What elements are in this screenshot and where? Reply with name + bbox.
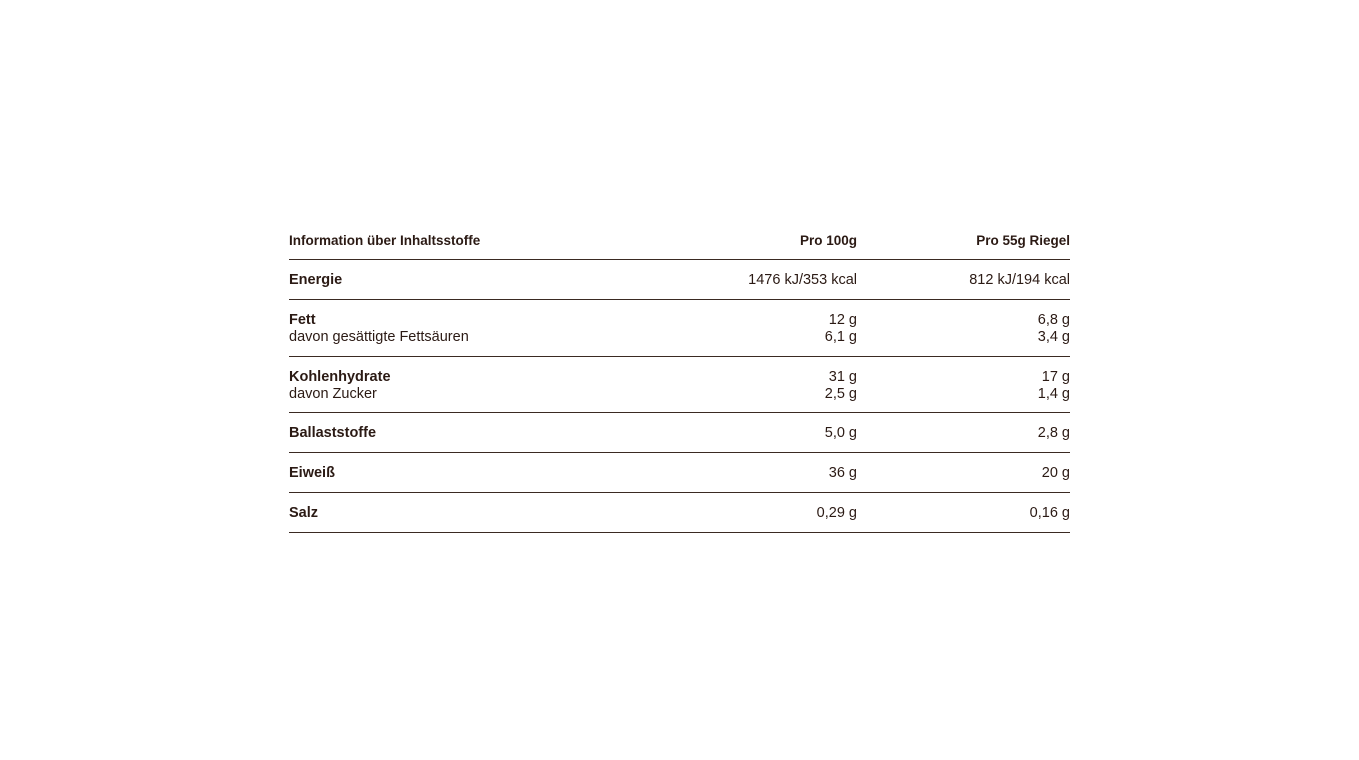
row-value-per-100g: 12 g (828, 312, 857, 328)
row-value-per-bar: 812 kJ/194 kcal (969, 272, 1070, 288)
row-label: Fett (289, 312, 316, 328)
row-sub-label: davon Zucker (289, 386, 377, 402)
row-value-per-bar: 17 g (1041, 369, 1070, 385)
row-value-per-bar: 6,8 g (1037, 312, 1070, 328)
header-per-bar: Pro 55g Riegel (976, 233, 1070, 248)
row-sub-value-per-bar: 1,4 g (1037, 386, 1070, 402)
row-value-per-bar: 20 g (1041, 465, 1070, 481)
row-sub-value-per-bar: 3,4 g (1037, 329, 1070, 345)
header-per-100g: Pro 100g (799, 233, 857, 248)
table-row-fett (289, 300, 1070, 357)
row-sub-label: davon gesättigte Fettsäuren (289, 329, 469, 345)
row-value-per-100g: 0,29 g (816, 505, 857, 521)
row-label: Ballaststoffe (289, 425, 377, 441)
row-value-per-bar: 0,16 g (1029, 505, 1070, 521)
row-label: Energie (289, 272, 343, 288)
header-ingredients: Information über Inhaltsstoffe (289, 233, 481, 248)
table-row-kohlenhydrate (289, 357, 1070, 413)
table-header-row (289, 223, 1070, 260)
row-label: Kohlenhydrate (289, 369, 391, 385)
row-value-per-100g: 36 g (828, 465, 857, 481)
row-label: Eiweiß (289, 465, 335, 481)
row-value-per-bar: 2,8 g (1037, 425, 1070, 441)
table-row-salz (289, 493, 1070, 533)
table-row-ballaststoffe (289, 413, 1070, 453)
table-row-energie (289, 260, 1070, 300)
row-sub-value-per-100g: 6,1 g (824, 329, 857, 345)
row-value-per-100g: 1476 kJ/353 kcal (748, 272, 857, 288)
row-value-per-100g: 5,0 g (824, 425, 857, 441)
row-sub-value-per-100g: 2,5 g (824, 386, 857, 402)
table-row-eiweiss (289, 453, 1070, 493)
row-value-per-100g: 31 g (828, 369, 857, 385)
nutrition-table (289, 223, 1070, 533)
row-label: Salz (289, 505, 319, 521)
